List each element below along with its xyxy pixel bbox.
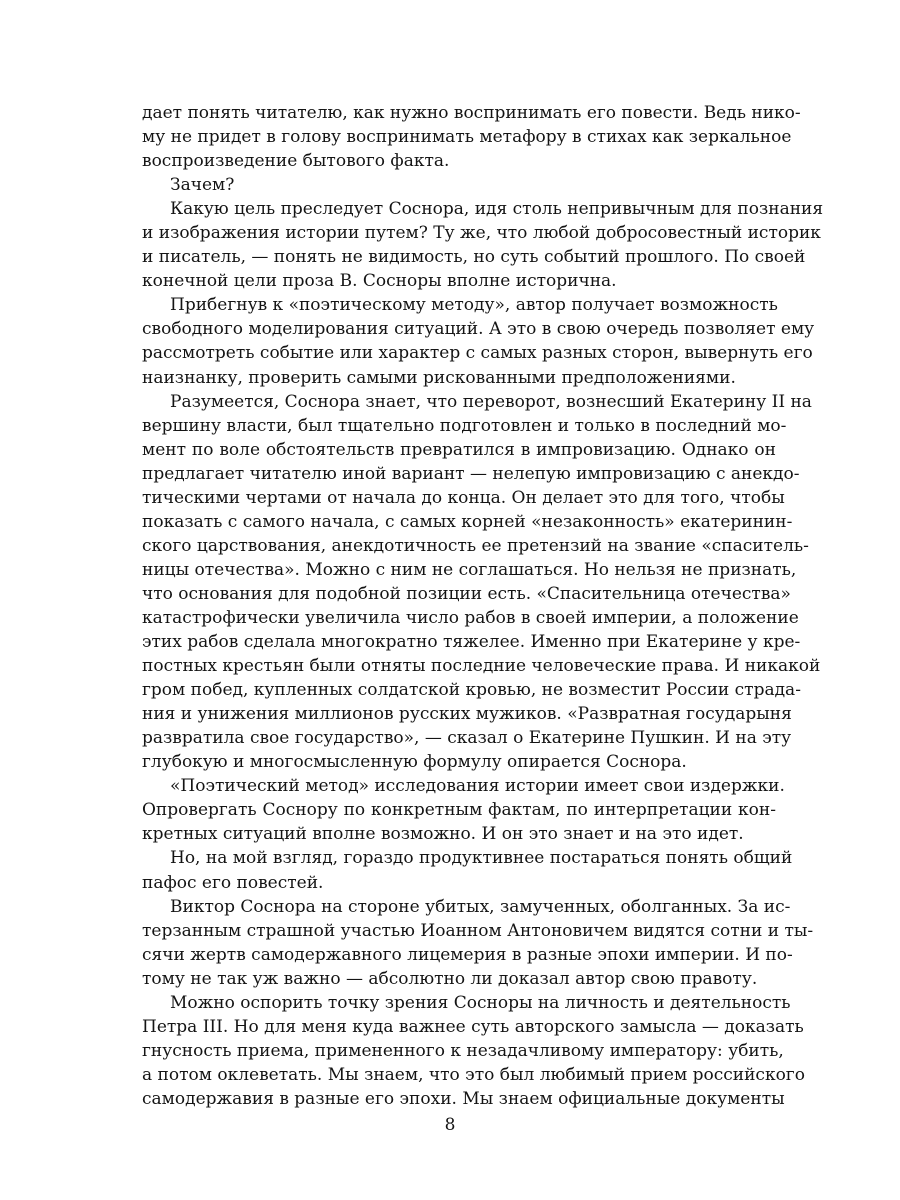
text-line: глубокую и многосмысленную формулу опирается Соснора. (142, 752, 687, 773)
text-line: что основания для подобной позиции есть. «Спасительница отечества» (142, 583, 791, 604)
text-line: предлагает читателю иной вариант — нелепую импровизацию с анекдо- (142, 463, 800, 484)
text-line: кретных ситуаций вполне возможно. И он это знает и на это идет. (142, 824, 744, 845)
text-line: дает понять читателю, как нужно воспринимать его повести. Ведь нико- (142, 103, 801, 123)
text-line: терзанным страшной участью Иоанном Антоновичем видятся сотни и ты- (142, 920, 814, 941)
text-line: Можно оспорить точку зрения Сосноры на личность и деятельность (170, 992, 791, 1013)
paragraph (142, 895, 814, 991)
text-line: вершину власти, был тщательно подготовлен и только в последний мо- (142, 415, 787, 436)
text-line: Какую цель преследует Соснора, идя столь непривычным для познания (170, 199, 824, 220)
text-line: Прибегнув к «поэтическому методу», автор получает возможность (170, 295, 778, 316)
text-line: гром побед, купленных солдатской кровью, не возместит России страда- (142, 680, 801, 701)
text-line: показать с самого начала, с самых корней «незаконность» екатеринин- (142, 511, 793, 532)
page-number: 8 (444, 1115, 456, 1135)
paragraph (142, 197, 824, 293)
text-line: этих рабов сделала многократно тяжелее. Именно при Екатерине у кре- (142, 632, 801, 653)
paragraph (142, 293, 815, 389)
text-line: Опровергать Соснору по конкретным фактам, по интерпретации кон- (142, 800, 776, 821)
text-line: а потом оклеветать. Мы знаем, что это был любимый прием российского (142, 1064, 805, 1085)
text-line: «Поэтический метод» исследования истории имеет свои издержки. (170, 776, 785, 797)
text-line: Зачем? (170, 175, 235, 196)
text-line: ского царствования, анекдотичность ее претензий на звание «спаситель- (142, 535, 809, 556)
text-line: развратила свое государство», — сказал о Екатерине Пушкин. И на эту (142, 728, 792, 749)
text-line: ницы отечества». Можно с ним не соглашаться. Но нельзя не признать, (142, 559, 797, 580)
text-line: воспроизведение бытового факта. (142, 151, 450, 172)
paragraph (142, 173, 776, 197)
text-line: Виктор Соснора на стороне убитых, замученных, оболганных. За ис- (170, 896, 791, 917)
text-line: Но, на мой взгляд, гораздо продуктивнее постараться понять общий (170, 848, 793, 869)
paragraph (142, 991, 805, 1111)
text-line: тическими чертами от начала до конца. Он делает это для того, чтобы (142, 487, 785, 508)
text-line: наизнанку, проверить самыми рискованными предположениями. (142, 367, 736, 388)
paragraph (142, 846, 793, 894)
text-line: ния и унижения миллионов русских мужиков. «Развратная государыня (142, 704, 792, 725)
text-line: рассмотреть событие или характер с самых разных сторон, вывернуть его (142, 343, 813, 364)
text-line: мент по воле обстоятельств превратился в импровизацию. Однако он (142, 439, 776, 460)
text-line: гнусность приема, примененного к незадачливому императору: убить, (142, 1040, 784, 1061)
text-line: пафос его повестей. (142, 872, 324, 893)
text-line: Петра III. Но для меня куда важнее суть авторского замысла — доказать (142, 1016, 804, 1037)
text-line: постных крестьян были отняты последние человеческие права. И никакой (142, 656, 821, 677)
text-line: Разумеется, Соснора знает, что переворот, вознесший Екатерину II на (170, 391, 812, 412)
paragraph (142, 390, 821, 775)
text-line: свободного моделирования ситуаций. А это в свою очередь позволяет ему (142, 319, 815, 340)
paragraph (142, 101, 801, 173)
text-line: катастрофически увеличила число рабов в своей империи, а положение (142, 607, 799, 628)
text-line: и писатель, — понять не видимость, но суть событий прошлого. По своей (142, 247, 806, 268)
page-body-text (142, 101, 824, 1111)
text-line: му не придет в голову воспринимать метафору в стихах как зеркальное (142, 127, 792, 148)
text-line: и изображения истории путем? Ту же, что любой добросовестный историк (142, 223, 821, 244)
paragraph (142, 774, 785, 846)
text-line: самодержавия в разные его эпохи. Мы знаем официальные документы (142, 1088, 785, 1109)
text-line: тому не так уж важно — абсолютно ли доказал автор свою правоту. (142, 968, 758, 989)
text-line: сячи жертв самодержавного лицемерия в разные эпохи империи. И по- (142, 944, 793, 965)
text-line: конечной цели проза В. Сосноры вполне исторична. (142, 271, 617, 292)
